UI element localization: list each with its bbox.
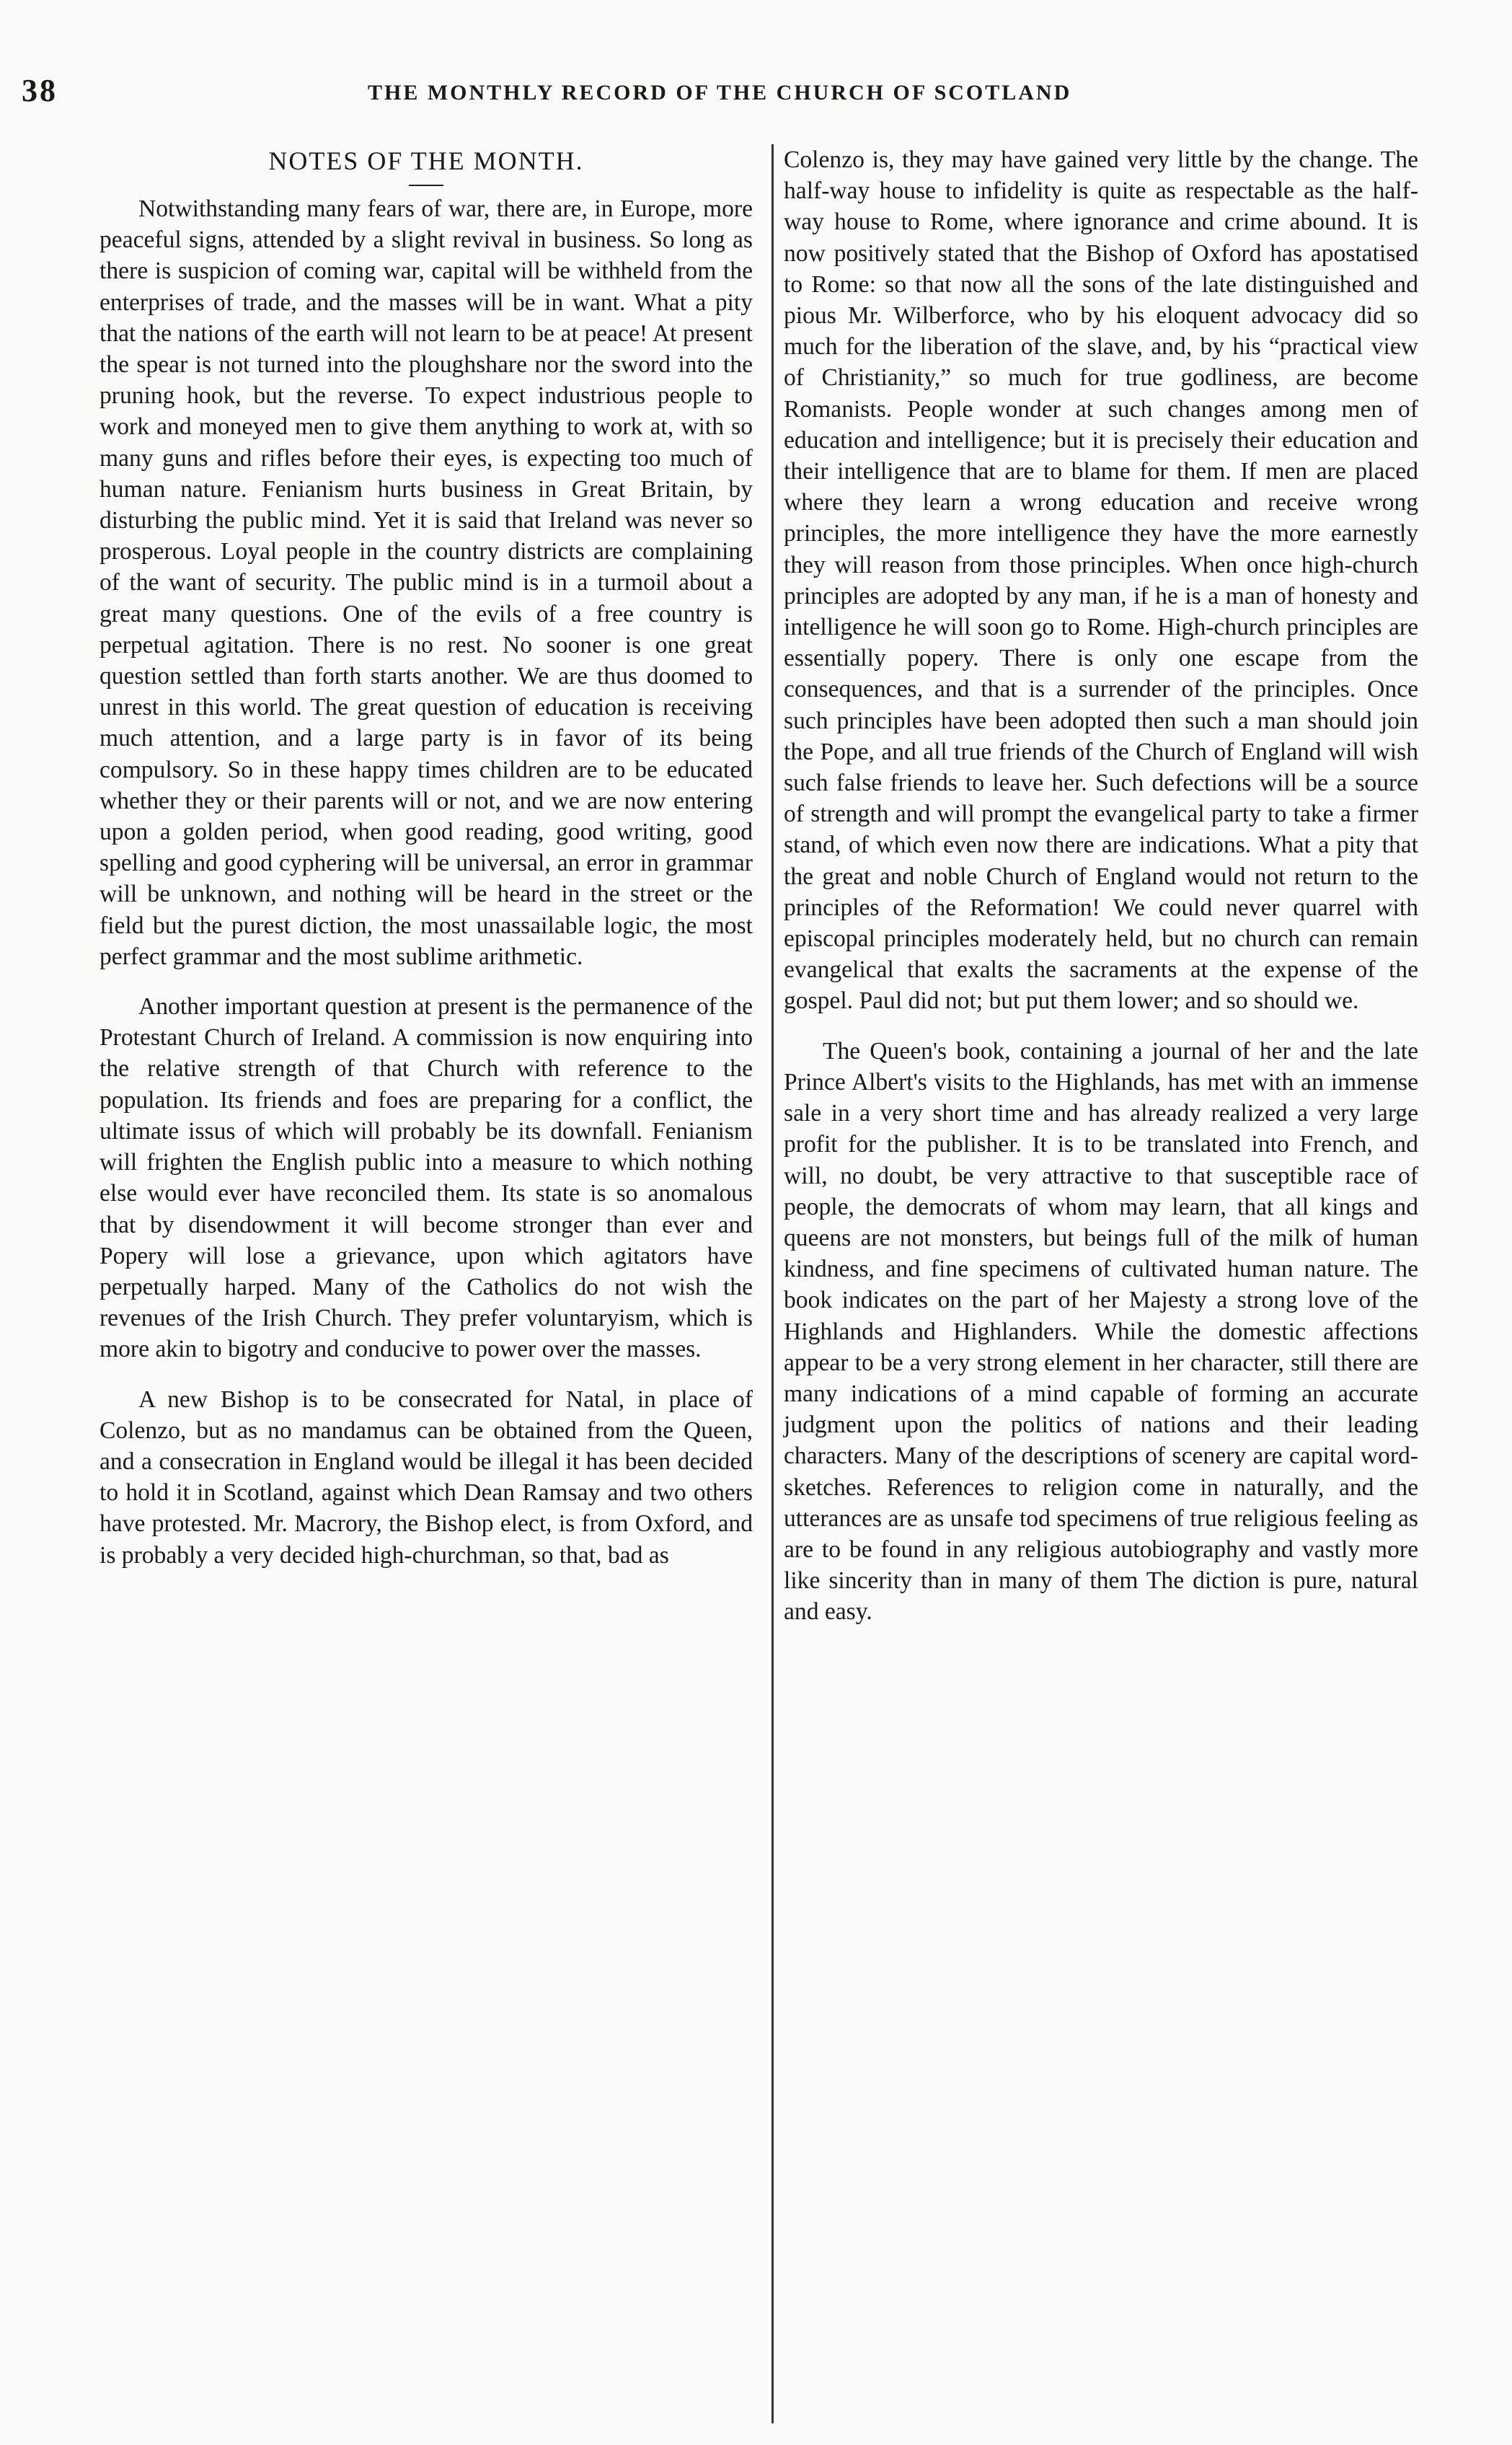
paragraph-natal-bishop: A new Bishop is to be consecrated for Natal, in place of Colenzo, but as no mandamus can be obtained from the Queen, and a consecration in England would be illegal it has been decided to hold it in Scotland, against which Dean Ramsay and two others have protested. Mr. Macrory, the Bishop elect, is from Oxford, and is probably a very decided high-churchman, so that, bad as	[100, 1386, 753, 1569]
left-column	[100, 144, 753, 2431]
right-column	[772, 144, 1418, 2423]
journal-title: THE MONTHLY RECORD OF THE CHURCH OF SCOTLAND	[368, 81, 1072, 105]
paragraph-peace: Notwithstanding many fears of war, there are, in Europe, more peaceful signs, attended by a slight revival in business. So long as there is suspicion of coming war, capital will be withheld from the enterprises of trade, and the masses will be in want. What a pity that the nations of the earth will not learn to be at peace! At present the spear is not turned into the ploughshare nor the sword into the pruning hook, but the reverse. To expect industrious people to work and moneyed men to give them anything to work at, with so many guns and rifles before their eyes, is expecting too much of human nature. Fenianism hurts business in Great Britain, by disturbing the public mind. Yet it is said that Ireland was never so prosperous. Loyal people in the country districts are complaining of the want of security. The public mind is in a turmoil about a great many questions. One of the evils of a free country is perpetual agitation. There is no rest. No sooner is one great question settled than forth starts another. We are thus doomed to unrest in this world. The great question of education is receiving much attention, and a large party is in favor of its being compulsory. So in these happy times children are to be educated whether they or their parents will or not, and we are now entering upon a golden period, when good reading, good writing, good spelling and good cyphering will be universal, an error in grammar will be unknown, and nothing will be heard in the street or the field but the purest diction, the most unassailable logic, the most perfect grammar and the most sublime arithmetic.	[100, 195, 753, 970]
paragraph-irish-church: Another important question at present is the permanence of the Protestant Church of Ireland. A commission is now enquiring into the relative strength of that Church with reference to the population. Its friends and foes are preparing for a conflict, the ultimate issus of which will probably be its downfall. Fenianism will frighten the English public into a measure to which nothing else would ever have reconciled them. Its state is so anomalous that by disendowment it will become stronger than ever and Popery will lose a grievance, upon which agitators have perpetually harped. Many of the Catholics do not wish the revenues of the Irish Church. They prefer voluntaryism, which is more akin to bigotry and conducive to power over the masses.	[100, 993, 753, 1363]
paragraph-high-church: Colenzo is, they may have gained very little by the change. The half-way house to infidelity is quite as respectable as the half-way house to Rome, where ignorance and crime abound. It is now positively stated that the Bishop of Oxford has apostatised to Rome: so that now all the sons of the late distinguished and pious Mr. Wilberforce, who by his eloquent advocacy did so much for the liberation of the slave, and, by his “practical view of Christianity,” so much for true godliness, are become Romanists. People wonder at such changes among men of education and intelligence; but it is precisely their education and their intelligence that are to blame for them. If men are placed where they learn a wrong education and receive wrong principles, the more intelligence they have the more earnestly they will reason from those principles. When once high-church principles are adopted by any man, if he is a man of honesty and intelligence he will soon go to Rome. High-church principles are essentially popery. There is only one escape from the consequences, and that is a surrender of the principles. Once such principles have been adopted then such a man should join the Pope, and all true friends of the Church of England will wish such false friends to leave her. Such defections will be a source of strength and will prompt the evangelical party to take a firmer stand, of which even now there are indications. What a pity that the great and noble Church of England would not return to the principles of the Reformation! We could never quarrel with episcopal principles moderately held, but no church can remain evangelical that exalts the sacraments at the expense of the gospel. Paul did not; but put them lower; and so should we.	[784, 146, 1418, 1015]
paragraph-queens-book: The Queen's book, containing a journal of her and the late Prince Albert's visits to the Highlands, has met with an immense sale in a very short time and has already realized a very large profit for the publisher. It is to be translated into French, and will, no doubt, be very attractive to that susceptible race of people, the democrats of whom may learn, that all kings and queens are not monsters, but beings full of the milk of human kindness, and fine specimens of cultivated human nature. The book indicates on the part of her Majesty a strong love of the Highlands and Highlanders. While the domestic affections appear to be a very strong element in her character, still there are many indications of a mind capable of forming an accurate judgment upon the politics of nations and their leading characters. Many of the descriptions of scenery are capital word-sketches. References to religion come in naturally, and the utterances are as unsafe tod specimens of true religious feeling as are to be found in any religious autobiography and vastly more like sincerity than in many of them The diction is pure, natural and easy.	[784, 1037, 1418, 1626]
page-number: 38	[22, 73, 58, 108]
heading-rule	[409, 185, 443, 186]
section-heading: NOTES OF THE MONTH.	[268, 146, 584, 175]
running-head	[22, 72, 1449, 115]
